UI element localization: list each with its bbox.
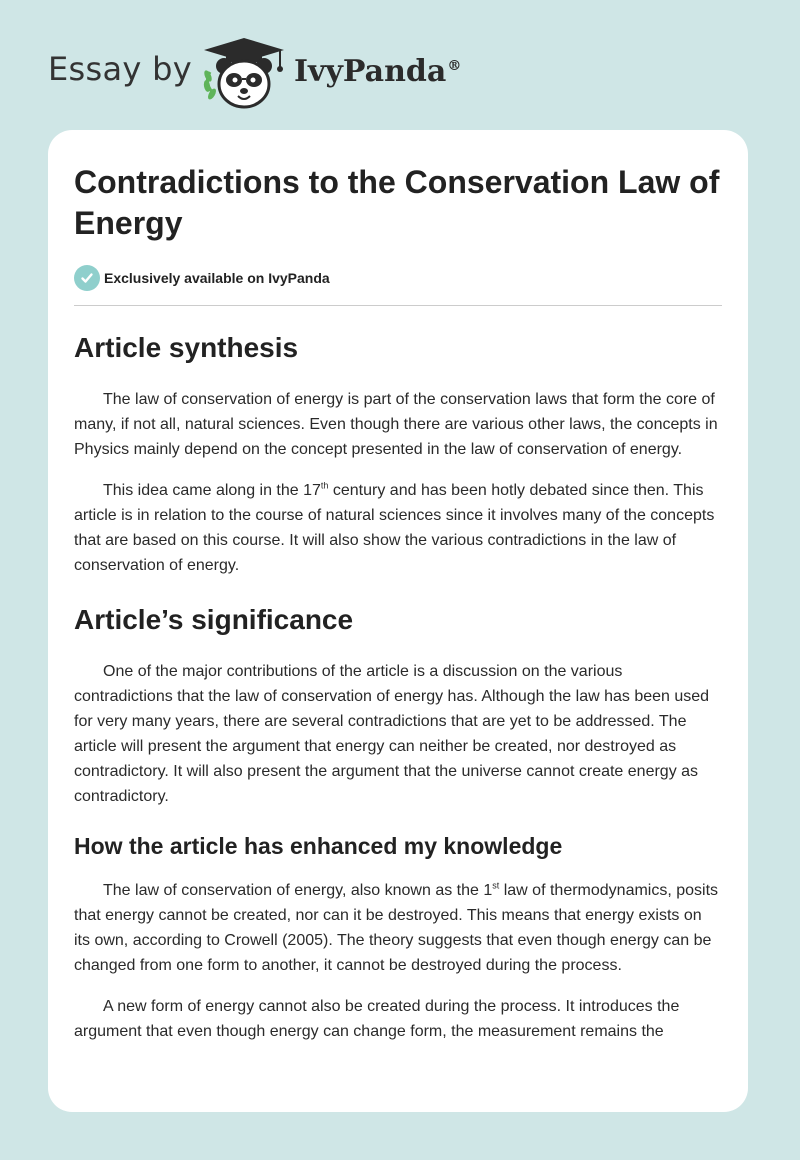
paragraph: A new form of energy cannot also be created during the process. It introduces the argument that even though energy can change form, the measurement remains the <box>74 998 680 1040</box>
section-heading-significance: Article’s significance <box>74 604 354 635</box>
essay-content <box>74 162 722 1060</box>
registered-mark: ® <box>447 58 462 74</box>
exclusive-badge <box>74 264 722 292</box>
panda-graduate-logo-icon[interactable] <box>200 36 290 110</box>
divider <box>74 305 722 306</box>
paragraph: The law of conservation of energy is part of the conservation laws that form the core of many, if not all, natural sciences. Even though there are various other laws, the concepts in Physics mainly depend on the concept presented in the law of conservation of energy. <box>74 391 718 458</box>
paragraph: This idea came along in the 17th century and has been hotly debated since then. This article is in relation to the course of natural sciences since it involves many of the concepts that are based on this course. It will also show the various contradictions in the law of conservation of energy. <box>74 480 715 574</box>
paragraph: One of the major contributions of the article is a discussion on the various contradictions that the law of conservation of energy has. Although the law has been used for very many years, there are several contradictions that are yet to be addressed. The article will present the argument that energy can neither be created, nor destroyed as contradictory. It will also present the argument that the universe cannot create energy as contradictory. <box>74 663 710 805</box>
check-circle-icon <box>74 265 100 291</box>
brand-name[interactable] <box>294 54 461 89</box>
exclusive-label: Exclusively available on IvyPanda <box>104 270 330 286</box>
essay-card <box>48 130 748 1112</box>
section-heading-synthesis: Article synthesis <box>74 332 299 363</box>
paragraph: The law of conservation of energy, also known as the 1st law of thermodynamics, posits that energy cannot be created, nor can it be destroyed. This means that energy exists on its own, according to Crowell (2005). The theory suggests that even though energy can be changed from one form to another, it cannot be destroyed during the process. <box>74 880 719 974</box>
site-header <box>48 36 508 110</box>
essay-by-label: Essay by <box>48 50 192 88</box>
essay-title: Contradictions to the Conservation Law of Energy <box>74 164 720 241</box>
section-heading-knowledge: How the article has enhanced my knowledge <box>74 833 563 859</box>
brand-text: IvyPanda <box>294 54 447 89</box>
